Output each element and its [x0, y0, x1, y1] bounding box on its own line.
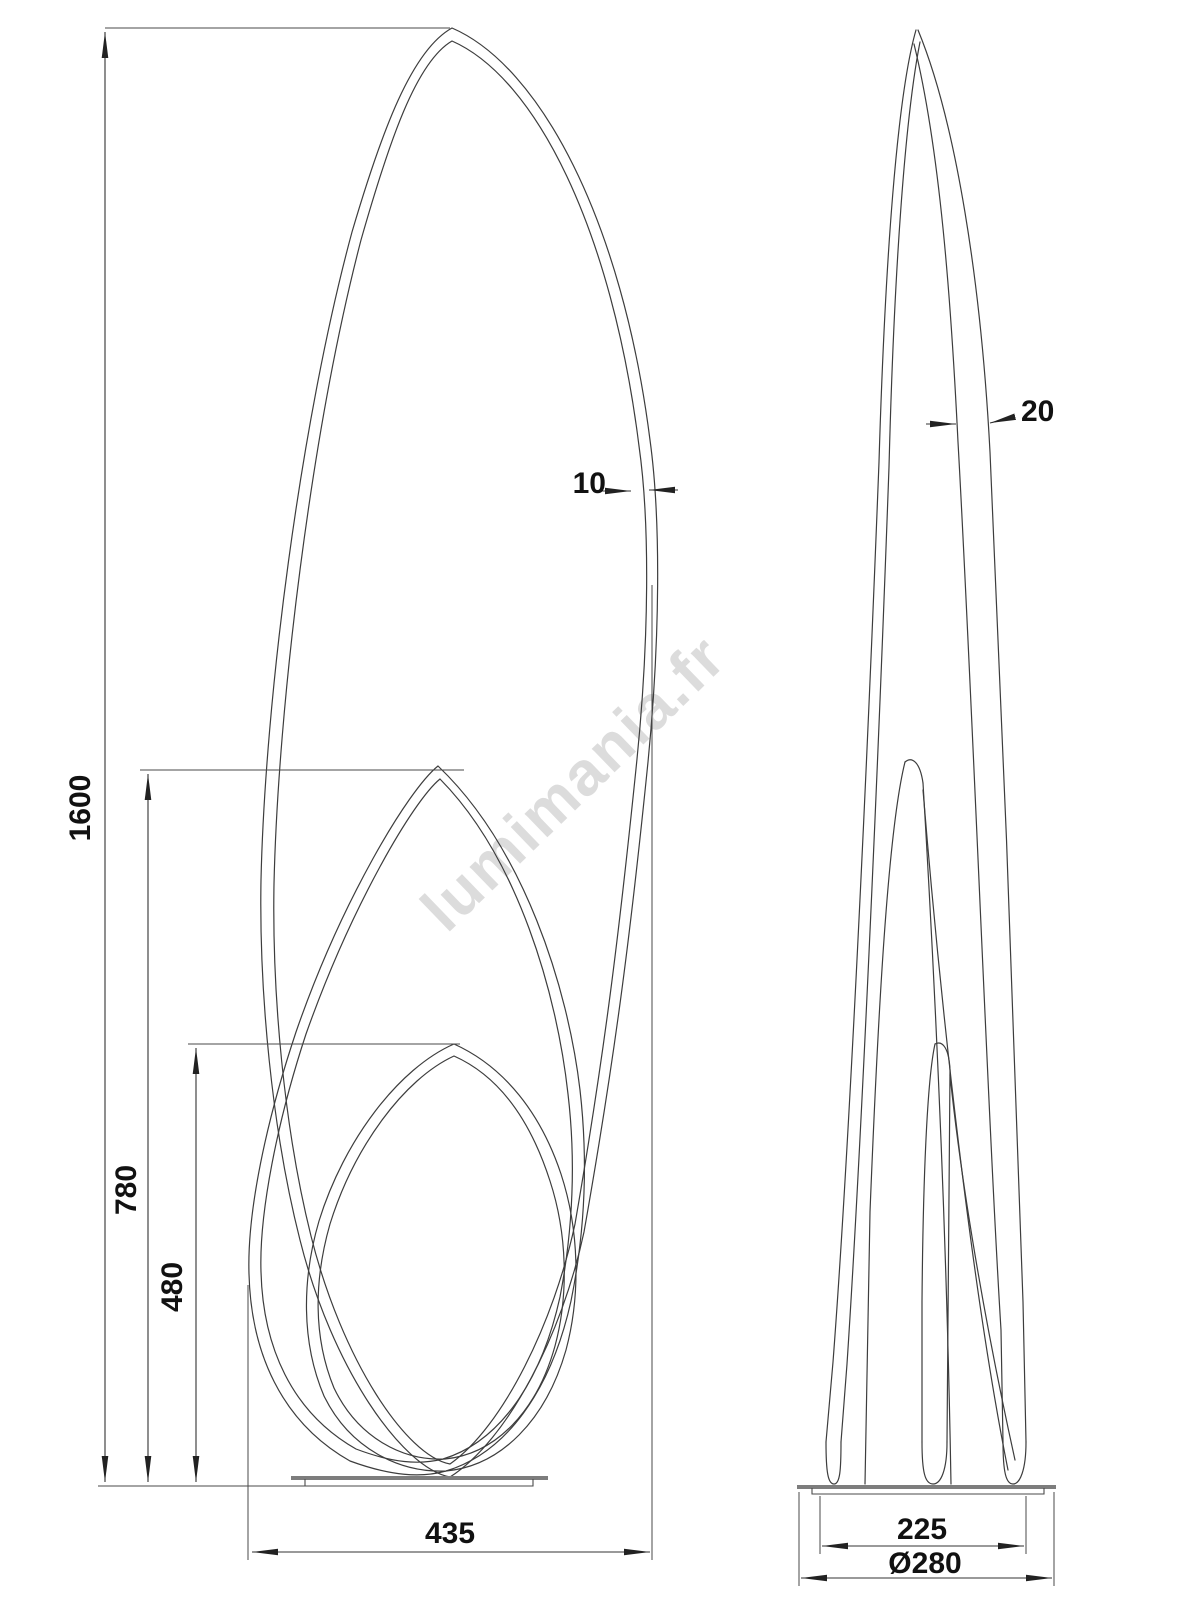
side-small-loop-left: [922, 1044, 935, 1442]
label-inner-loop-height: 480: [156, 1261, 189, 1313]
label-overall-height: 1600: [64, 774, 97, 842]
side-middle-loop-left: [865, 762, 905, 1484]
front-small-loop-outer: [306, 1044, 576, 1471]
side-big-loop-left-outer: [826, 30, 916, 1442]
side-left-foot-cap: [826, 1442, 841, 1484]
label-feet-spacing: 225: [896, 1513, 948, 1546]
label-overall-width: 435: [424, 1517, 476, 1550]
front-middle-loop-outer: [249, 766, 585, 1475]
label-front-tube-thickness: 10: [572, 467, 606, 500]
side-big-loop-right-inner: [914, 44, 1003, 1442]
front-base-plate-profile: [305, 1479, 533, 1486]
side-middle-foot-cap: [922, 1442, 947, 1484]
side-view: [797, 30, 1056, 1494]
dimline-20-right: [990, 417, 1014, 423]
side-big-loop-left-inner: [841, 42, 920, 1442]
side-middle-loop-cap: [905, 760, 923, 783]
label-side-tube-thickness: 20: [1021, 395, 1055, 428]
front-small-loop-inner: [318, 1056, 564, 1459]
side-small-loop-diagonal: [950, 1075, 1015, 1460]
label-middle-loop-height: 780: [110, 1164, 143, 1216]
label-base-diameter: Ø280: [888, 1547, 962, 1580]
side-middle-loop-inner-right: [923, 783, 951, 1484]
watermark-text: lumimania.fr: [408, 622, 739, 945]
front-middle-loop-inner: [261, 779, 573, 1462]
